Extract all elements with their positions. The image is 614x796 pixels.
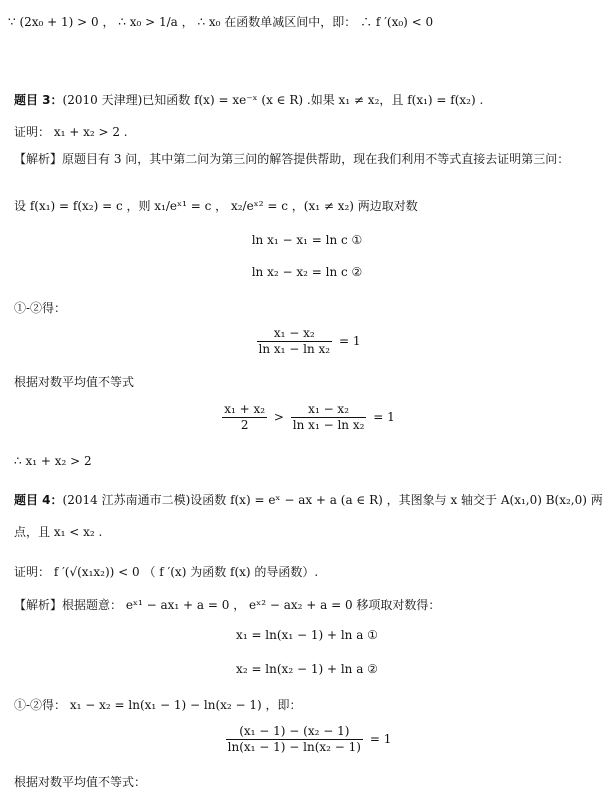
problem-4-diff: ①-②得： x₁ − x₂ = ln(x₁ − 1) − ln(x₂ − 1) ，即： bbox=[14, 698, 302, 712]
problem-4-prove: 证明： f ′(√(x₁x₂)) < 0 （ f ′(x) 为函数 f(x) 的导函数）. bbox=[14, 565, 319, 579]
equals-one: = 1 bbox=[369, 732, 392, 746]
problem-3-set: 设 f(x₁) = f(x₂) = c ，则 x₁/eˣ¹ = c ， x₂/eˣ² = c ，(x₁ ≠ x₂) 两边取对数 bbox=[14, 199, 418, 213]
fraction-left bbox=[222, 402, 267, 433]
problem-4-analysis: 【解析】根据题意： eˣ¹ − ax₁ + a = 0 ， eˣ² − ax₂ + a = 0 移项取对数得： bbox=[14, 598, 441, 612]
problem-3-text: (2010 天津理)已知函数 f(x) = xe⁻ˣ (x ∈ R) .如果 x₁ ≠ x₂，且 f(x₁) = f(x₂) . bbox=[62, 93, 484, 107]
problem-4-text2: 点，且 x₁ < x₂ . bbox=[14, 525, 103, 539]
problem-4-text: (2014 江苏南通市二模)设函数 f(x) = eˣ − ax + a (a ∈ R) ，其图象与 x 轴交于 A(x₁,0) B(x₂,0) 两 bbox=[62, 493, 603, 507]
problem-3-inequality bbox=[0, 402, 614, 433]
denominator: ln(x₁ − 1) − ln(x₂ − 1) bbox=[227, 740, 361, 754]
fraction bbox=[226, 724, 363, 755]
problem-3-eq1: ln x₁ − x₁ = ln c ① bbox=[251, 233, 363, 247]
problem-4-header bbox=[14, 492, 603, 508]
equals-one: = 1 bbox=[373, 410, 395, 424]
problem-3-diff: ①-②得： bbox=[14, 301, 67, 315]
problem-4-basis: 根据对数平均值不等式： bbox=[14, 775, 147, 789]
line-l1: ∵ (2x₀ + 1) > 0 ， ∴ x₀ > 1/a ， ∴ x₀ 在函数单减区间中，即： ∴ f ′(x₀) < 0 bbox=[8, 15, 434, 29]
problem-4-fraction bbox=[0, 724, 614, 755]
numerator: x₁ + x₂ bbox=[224, 402, 266, 416]
numerator: x₁ − x₂ bbox=[257, 326, 333, 342]
problem-3-analysis: 【解析】原题目有 3 问，其中第二问为第三问的解答提供帮助，现在我们利用不等式直接去证明第三问： bbox=[14, 152, 570, 166]
problem-3-conclusion: ∴ x₁ + x₂ > 2 bbox=[14, 454, 92, 468]
fraction-right bbox=[291, 402, 367, 433]
problem-4-eq1: x₁ = ln(x₁ − 1) + ln a ① bbox=[236, 628, 378, 642]
denominator: ln x₁ − ln x₂ bbox=[258, 342, 331, 356]
denominator: ln x₁ − ln x₂ bbox=[292, 418, 365, 432]
fraction bbox=[257, 326, 333, 357]
numerator: x₁ − x₂ bbox=[291, 402, 367, 418]
problem-3-label: 题目 3： bbox=[14, 93, 63, 107]
problem-3-eq2: ln x₂ − x₂ = ln c ② bbox=[251, 265, 363, 279]
numerator: (x₁ − 1) − (x₂ − 1) bbox=[226, 724, 363, 740]
problem-3-basis: 根据对数平均值不等式 bbox=[14, 375, 135, 389]
problem-3-header bbox=[14, 92, 483, 108]
greater-than: > bbox=[273, 410, 284, 424]
problem-3-prove: 证明： x₁ + x₂ > 2 . bbox=[14, 125, 128, 139]
problem-3-fraction bbox=[0, 326, 614, 357]
problem-4-label: 题目 4： bbox=[14, 493, 63, 507]
problem-4-eq2: x₂ = ln(x₂ − 1) + ln a ② bbox=[236, 662, 378, 676]
denominator: 2 bbox=[240, 418, 249, 432]
equals-one: = 1 bbox=[338, 334, 361, 348]
